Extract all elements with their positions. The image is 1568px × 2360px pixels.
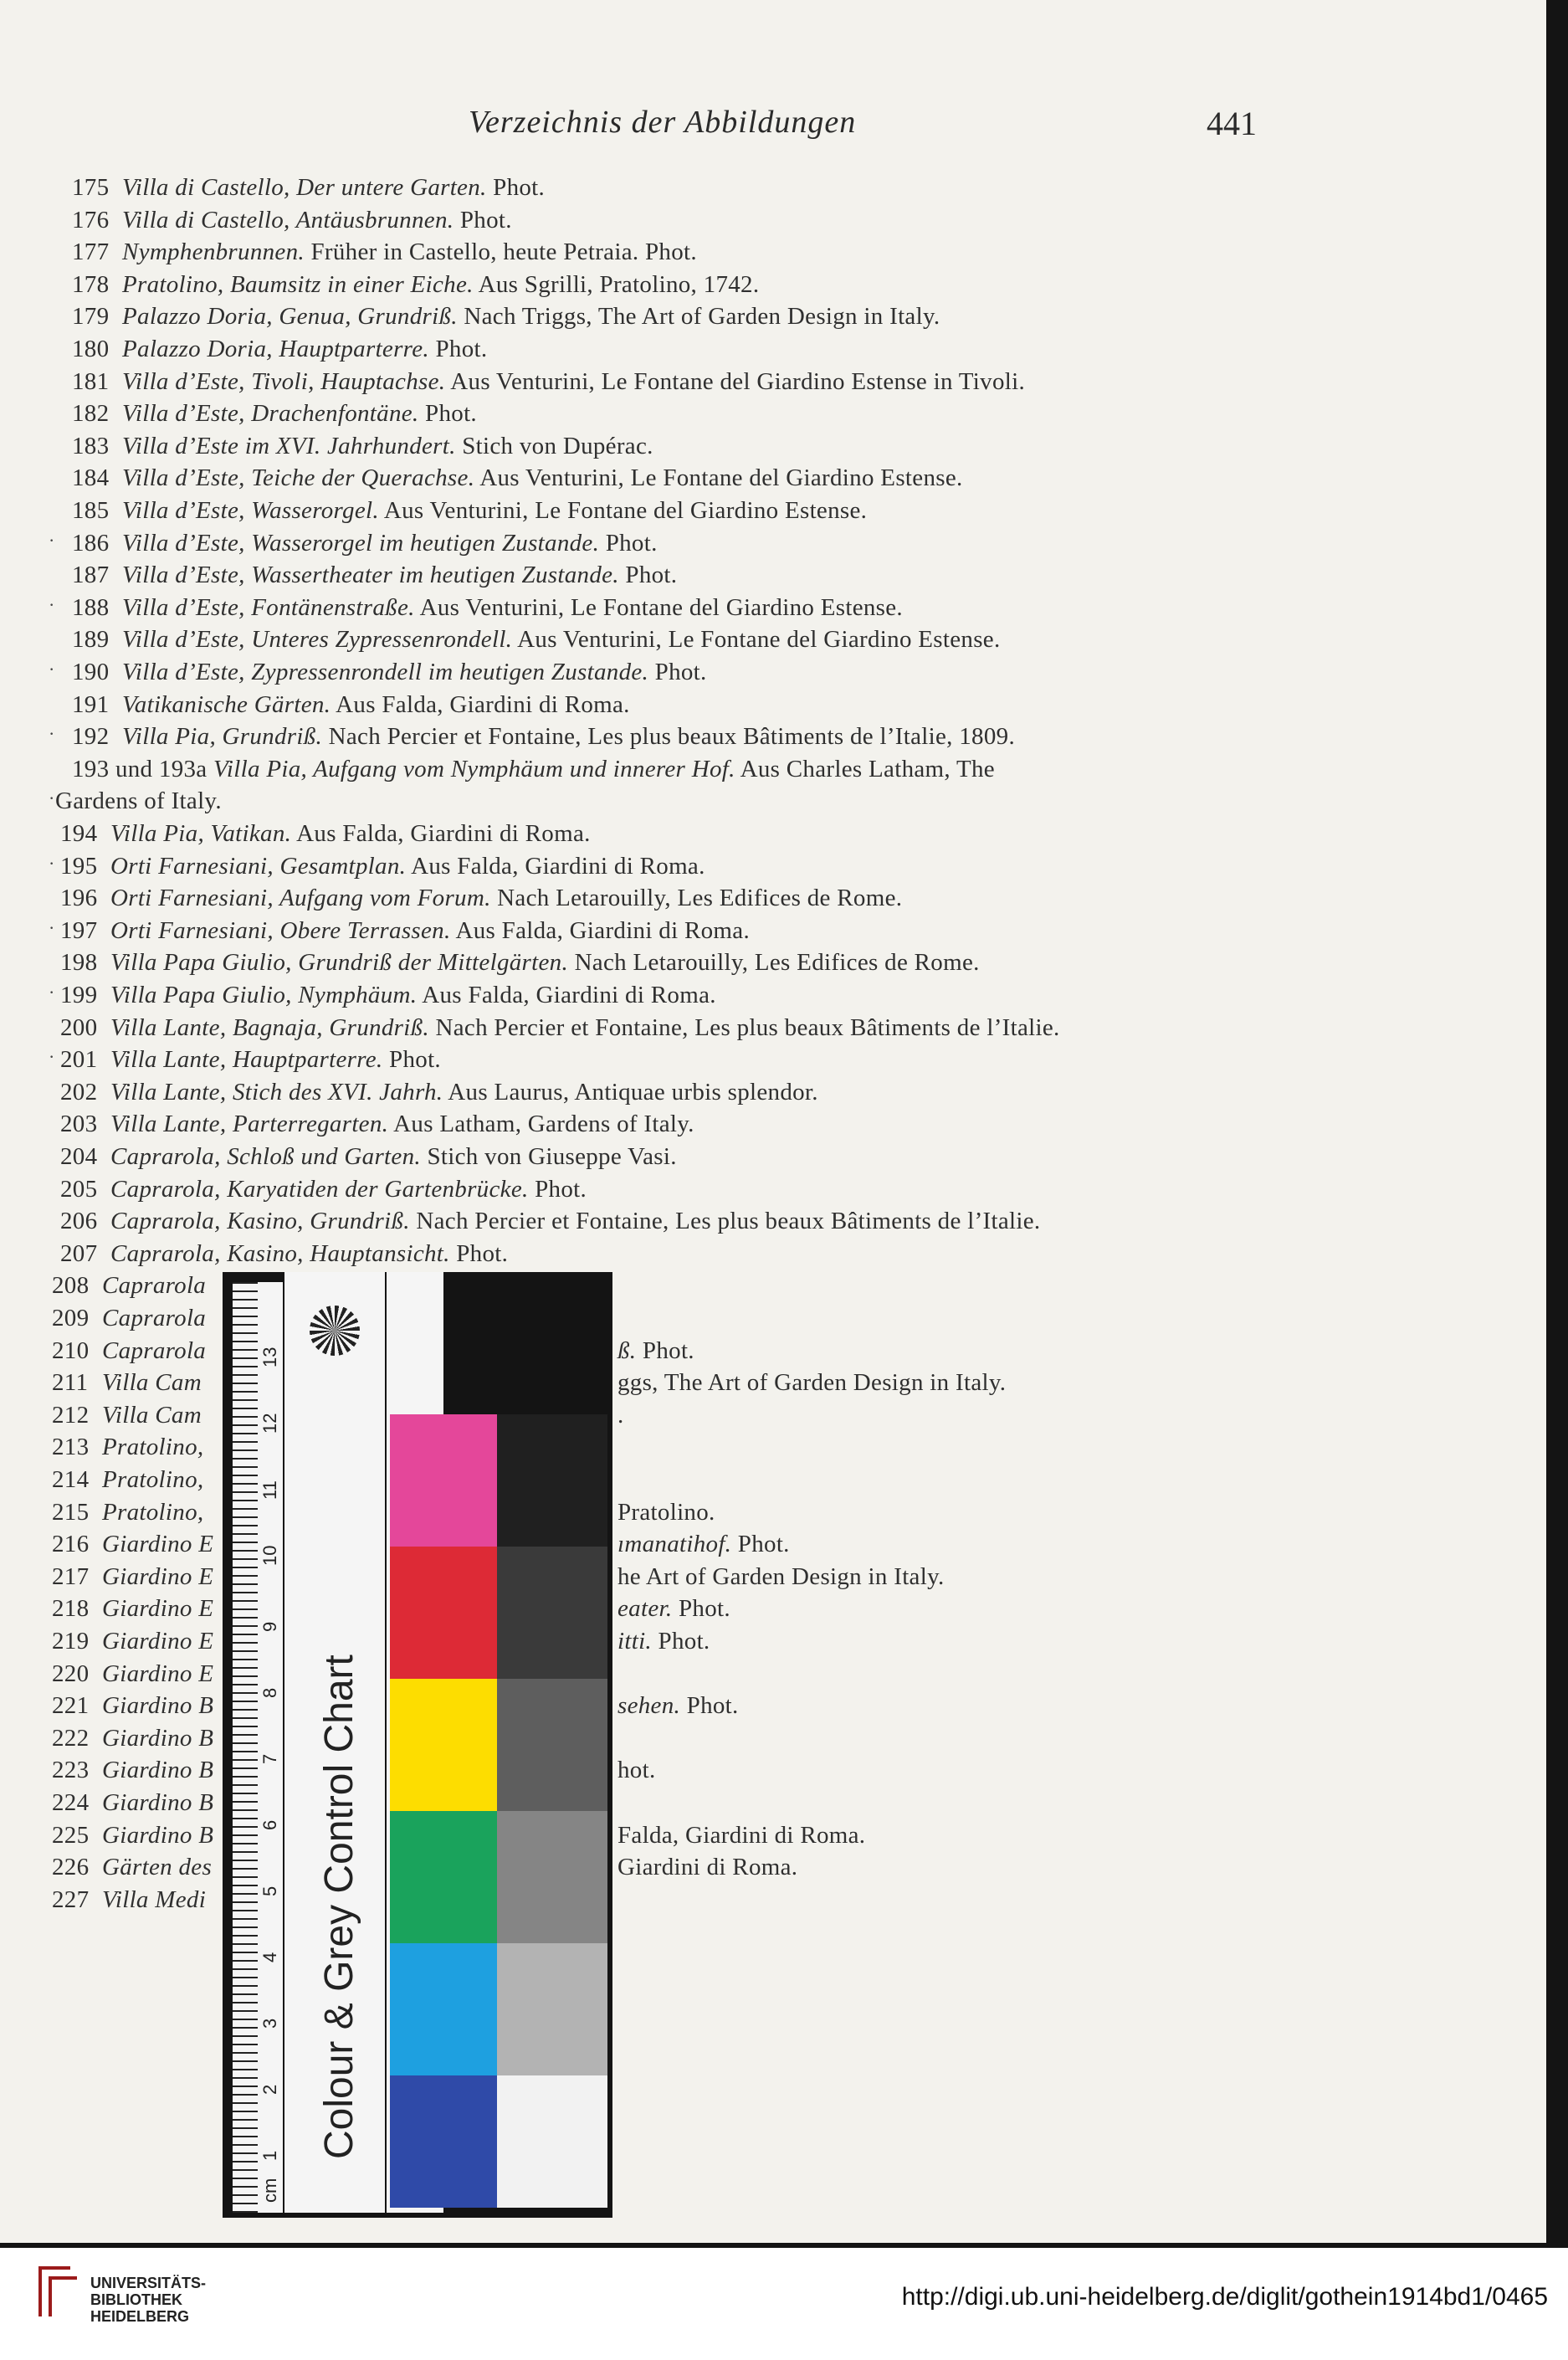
figure-number: 195 — [60, 853, 98, 880]
figure-number: 181 — [72, 368, 110, 395]
figure-title: Giardino B — [102, 1692, 214, 1719]
fragment-text — [617, 1402, 624, 1429]
fragment-source: Phot. — [636, 1337, 694, 1364]
figure-title: Caprarola — [102, 1305, 207, 1331]
figure-number: 190 — [72, 659, 110, 685]
figure-title: Orti Farnesiani, Obere Terrassen. — [110, 917, 451, 944]
figure-entry — [60, 820, 591, 848]
figure-number: 192 — [72, 723, 110, 750]
figure-source: Aus Laurus, Antiquae urbis splendor. — [443, 1079, 818, 1106]
figure-number: 204 — [60, 1143, 98, 1170]
figure-entry — [72, 368, 1025, 396]
figure-entry — [60, 853, 705, 880]
figure-title: Villa d’Este, Wasserorgel. — [122, 497, 379, 524]
figure-title: Caprarola, Karyatiden der Gartenbrücke. — [110, 1176, 529, 1203]
figure-title: Giardino E — [102, 1628, 214, 1655]
margin-mark: · — [49, 788, 55, 808]
figure-entry — [52, 1499, 203, 1526]
figure-number: 210 — [52, 1337, 90, 1364]
figure-number: 221 — [52, 1692, 90, 1719]
figure-source: Aus Venturini, Le Fontane del Giardino Estense in Tivoli. — [445, 368, 1026, 395]
figure-number: 224 — [52, 1789, 90, 1816]
ruler-unit: cm — [259, 2178, 280, 2203]
figure-entry — [52, 1692, 213, 1720]
figure-entry — [60, 1014, 1060, 1042]
fragment-title: itti. — [617, 1628, 652, 1655]
figure-source: Nach Triggs, The Art of Garden Design in Italy. — [457, 303, 940, 330]
figure-number: 223 — [52, 1757, 90, 1783]
figure-number: 186 — [72, 530, 110, 557]
figure-entry — [72, 400, 477, 428]
figure-entry — [72, 303, 940, 331]
figure-entry — [60, 1111, 694, 1138]
figure-source: Aus Sgrilli, Pratolino, 1742. — [473, 271, 760, 298]
figure-number: 191 — [72, 691, 110, 718]
figure-source: Nach Letarouilly, Les Edifices de Rome. — [568, 949, 980, 976]
figure-title: Orti Farnesiani, Aufgang vom Forum. — [110, 885, 491, 911]
figure-source: Phot. — [618, 562, 678, 588]
figure-source: Aus Venturini, Le Fontane del Giardino Estense. — [378, 497, 868, 524]
figure-title: Villa di Castello, Antäusbrunnen. — [122, 207, 454, 233]
fragment-source: hot. — [617, 1757, 656, 1783]
fragment-source: Pratolino. — [617, 1499, 715, 1526]
figure-title: Caprarola, Schloß und Garten. — [110, 1143, 421, 1170]
ruler-number: 8 — [259, 1687, 280, 1698]
figure-entry — [52, 1434, 203, 1461]
figure-entry — [60, 917, 750, 945]
figure-title: Villa d’Este im XVI. Jahrhundert. — [122, 433, 456, 459]
fragment-source: Falda, Giardini di Roma. — [617, 1822, 866, 1849]
figure-source: Aus Venturini, Le Fontane del Giardino Estense. — [512, 626, 1001, 653]
figure-number: 222 — [52, 1725, 90, 1752]
figure-entry — [60, 1176, 587, 1203]
ruler-number: 10 — [259, 1545, 280, 1566]
grey-swatch — [497, 2075, 607, 2208]
figure-source: Früher in Castello, heute Petraia. Phot. — [304, 239, 697, 265]
figure-title: Villa d’Este, Fontänenstraße. — [122, 594, 415, 621]
figure-number: 201 — [60, 1046, 98, 1073]
figure-source: Phot. — [486, 174, 546, 201]
figure-number: 175 — [72, 174, 110, 201]
figure-title: Caprarola, Kasino, Grundriß. — [110, 1208, 410, 1234]
figure-title: Villa d’Este, Wasserorgel im heutigen Zustande. — [122, 530, 600, 557]
margin-mark: · — [49, 917, 55, 938]
figure-entry — [72, 174, 545, 202]
colour-grey-control-chart — [223, 1272, 612, 2218]
figure-entry — [52, 1628, 213, 1655]
ruler-number: 5 — [259, 1885, 280, 1896]
figure-number: 217 — [52, 1563, 90, 1590]
ruler-number: 3 — [259, 2018, 280, 2029]
figure-number: 200 — [60, 1014, 98, 1041]
figure-entry — [60, 1143, 677, 1171]
figure-source: Aus Falda, Giardini di Roma. — [450, 917, 750, 944]
figure-source: Phot. — [453, 207, 512, 233]
figure-entry — [72, 433, 653, 460]
figure-number: 205 — [60, 1176, 98, 1203]
figure-title: Villa Papa Giulio, Nymphäum. — [110, 982, 418, 1008]
figure-entry — [52, 1660, 213, 1688]
fragment-source: . — [617, 1402, 624, 1429]
figure-title: Villa Lante, Parterregarten. — [110, 1111, 389, 1137]
figure-number: 197 — [60, 917, 98, 944]
figure-entry — [52, 1369, 202, 1397]
figure-source: Aus Falda, Giardini di Roma. — [417, 982, 716, 1008]
figure-entry — [72, 756, 995, 783]
figure-entry — [72, 271, 759, 299]
ruler-number: 7 — [259, 1753, 280, 1764]
figure-entry — [72, 594, 903, 622]
figure-number: 211 — [52, 1369, 89, 1396]
colour-swatch — [390, 1547, 500, 1679]
figure-entry — [60, 1079, 818, 1106]
figure-title: Giardino E — [102, 1563, 214, 1590]
figure-title: Villa d’Este, Drachenfontäne. — [122, 400, 419, 427]
figure-number: 214 — [52, 1466, 90, 1493]
grey-swatch — [497, 1943, 607, 2075]
figure-entry — [52, 1272, 206, 1300]
figure-title: Villa Lante, Bagnaja, Grundriß. — [110, 1014, 429, 1041]
figure-title: Nymphenbrunnen. — [122, 239, 305, 265]
colour-swatch — [390, 1679, 500, 1811]
cm-ruler — [233, 1282, 283, 2213]
colour-swatch — [390, 1414, 500, 1547]
figure-title: Villa Cam — [102, 1402, 202, 1429]
figure-title: Villa Pia, Vatikan. — [110, 820, 292, 847]
figure-number: 176 — [72, 207, 110, 233]
figure-entry — [52, 1466, 203, 1494]
figure-number: 215 — [52, 1499, 90, 1526]
grey-swatch — [497, 1679, 607, 1811]
figure-title: Pratolino, — [102, 1499, 204, 1526]
grey-swatch — [497, 1414, 607, 1547]
figure-number: 209 — [52, 1305, 90, 1331]
figure-number: 208 — [52, 1272, 90, 1299]
fragment-source: Phot. — [680, 1692, 739, 1719]
fragment-text — [617, 1531, 790, 1558]
starburst-icon — [310, 1306, 360, 1356]
figure-entry — [60, 1046, 441, 1074]
figure-title: Giardino E — [102, 1531, 214, 1557]
fragment-text — [617, 1757, 656, 1784]
chart-title-strip — [284, 1272, 385, 2213]
ruler-number: 2 — [259, 2084, 280, 2095]
figure-entry — [60, 1208, 1040, 1235]
figure-title: Caprarola, Kasino, Hauptansicht. — [110, 1240, 450, 1267]
figure-title: Caprarola — [102, 1337, 207, 1364]
page-header: Verzeichnis der Abbildungen — [469, 105, 857, 140]
figure-source: Phot. — [382, 1046, 441, 1073]
ruler-ticks — [233, 1282, 258, 2213]
source-url[interactable]: http://digi.ub.uni-heidelberg.de/diglit/gothein1914bd1/0465 — [901, 2283, 1548, 2311]
figure-title: Villa Pia, Grundriß. — [122, 723, 323, 750]
figure-number: 184 — [72, 464, 110, 491]
figure-entry — [52, 1531, 213, 1558]
margin-mark: · — [49, 659, 55, 680]
page-number: 441 — [1207, 105, 1257, 142]
fragment-text — [617, 1822, 865, 1850]
library-name-line: UNIVERSITÄTS- — [90, 2275, 207, 2291]
figure-number: 212 — [52, 1402, 90, 1429]
figure-title: Villa d’Este, Unteres Zypressenrondell. — [122, 626, 513, 653]
fragment-text — [617, 1563, 945, 1591]
figure-title: Villa d’Este, Tivoli, Hauptachse. — [122, 368, 446, 395]
ruler-number: 4 — [259, 1952, 280, 1962]
ruler-number: 6 — [259, 1819, 280, 1830]
fragment-source: ggs, The Art of Garden Design in Italy. — [617, 1369, 1007, 1396]
figure-number: 178 — [72, 271, 110, 298]
figure-title: Gärten des — [102, 1854, 213, 1880]
figure-title: Villa Medi — [102, 1886, 207, 1913]
figure-entry — [52, 1822, 213, 1850]
figure-number: 185 — [72, 497, 110, 524]
figure-entry — [52, 1595, 213, 1623]
figure-title: Villa Papa Giulio, Grundriß der Mittelgärten. — [110, 949, 569, 976]
figure-title: Villa di Castello, Der untere Garten. — [122, 174, 487, 201]
figure-number: 227 — [52, 1886, 90, 1913]
figure-entry — [52, 1886, 206, 1914]
fragment-text — [617, 1337, 694, 1365]
figure-source: Gardens of Italy. — [55, 788, 222, 814]
fragment-text — [617, 1692, 739, 1720]
figure-entry — [60, 1240, 508, 1268]
figure-entry — [72, 562, 677, 589]
figure-title: Caprarola — [102, 1272, 207, 1299]
figure-title: Giardino B — [102, 1822, 214, 1849]
figure-source: Aus Latham, Gardens of Italy. — [388, 1111, 694, 1137]
figure-number: 179 — [72, 303, 110, 330]
figure-number: 226 — [52, 1854, 90, 1880]
figure-title: Pratolino, — [102, 1434, 204, 1460]
figure-entry — [72, 659, 707, 686]
figure-number: 206 — [60, 1208, 98, 1234]
colour-swatch — [390, 2075, 500, 2208]
figure-title: Villa d’Este, Zypressenrondell im heutigen Zustande. — [122, 659, 649, 685]
figure-entry — [72, 207, 512, 234]
ruler-number: 13 — [259, 1347, 280, 1367]
fragment-source: Phot. — [651, 1628, 710, 1655]
figure-title: Palazzo Doria, Hauptparterre. — [122, 336, 429, 362]
figure-entry — [55, 788, 222, 815]
figure-number: 187 — [72, 562, 110, 588]
figure-entry — [52, 1789, 213, 1817]
figure-title: Villa Lante, Stich des XVI. Jahrh. — [110, 1079, 443, 1106]
library-name-line: BIBLIOTHEK — [90, 2291, 182, 2308]
figure-number: 199 — [60, 982, 98, 1008]
figure-number: 220 — [52, 1660, 90, 1687]
library-name — [90, 2275, 206, 2325]
margin-mark: · — [49, 530, 55, 551]
figure-source: Aus Venturini, Le Fontane del Giardino Estense. — [414, 594, 903, 621]
margin-mark: · — [49, 1046, 55, 1067]
ruler-number: 12 — [259, 1413, 280, 1434]
colour-swatch — [390, 1943, 500, 2075]
figure-entry — [72, 497, 867, 525]
ruler-number: 9 — [259, 1621, 280, 1632]
figure-number: 216 — [52, 1531, 90, 1557]
figure-title: Pratolino, — [102, 1466, 204, 1493]
figure-source: Phot. — [528, 1176, 587, 1203]
figure-source: Nach Percier et Fontaine, Les plus beaux Bâtiments de l’Italie. — [428, 1014, 1060, 1041]
fragment-source: he Art of Garden Design in Italy. — [617, 1563, 945, 1590]
figure-source: Aus Falda, Giardini di Roma. — [331, 691, 630, 718]
margin-mark: · — [49, 594, 55, 615]
figure-source: Nach Percier et Fontaine, Les plus beaux Bâtiments de l’Italie. — [409, 1208, 1041, 1234]
figure-title: Giardino E — [102, 1595, 214, 1622]
figure-source: Aus Falda, Giardini di Roma. — [291, 820, 591, 847]
figure-source: Nach Letarouilly, Les Edifices de Rome. — [490, 885, 903, 911]
figure-number: 194 — [60, 820, 98, 847]
figure-title: Giardino E — [102, 1660, 214, 1687]
figure-source: Phot. — [449, 1240, 509, 1267]
figure-title: Orti Farnesiani, Gesamtplan. — [110, 853, 407, 880]
library-name-line: HEIDELBERG — [90, 2308, 190, 2325]
figure-source: Stich von Giuseppe Vasi. — [420, 1143, 677, 1170]
figure-entry — [72, 691, 630, 719]
fragment-text — [617, 1369, 1006, 1397]
figure-entry — [72, 336, 487, 363]
figure-title: Villa d’Este, Wassertheater im heutigen Zustande. — [122, 562, 619, 588]
figure-entry — [52, 1725, 213, 1752]
figure-entry — [52, 1757, 213, 1784]
figure-number: 189 — [72, 626, 110, 653]
fragment-text — [617, 1499, 715, 1526]
figure-entry — [52, 1402, 202, 1429]
figure-title: Giardino B — [102, 1725, 214, 1752]
figure-entry — [52, 1854, 212, 1881]
figure-number: 188 — [72, 594, 110, 621]
figure-number: 183 — [72, 433, 110, 459]
figure-source: Phot. — [428, 336, 488, 362]
figure-entry — [52, 1337, 206, 1365]
figure-entry — [72, 626, 1001, 654]
figure-entry — [72, 723, 1015, 751]
figure-title: Palazzo Doria, Genua, Grundriß. — [122, 303, 458, 330]
figure-number: 202 — [60, 1079, 98, 1106]
figure-source: Aus Venturini, Le Fontane del Giardino Estense. — [474, 464, 963, 491]
fragment-text — [617, 1854, 797, 1881]
margin-mark: · — [49, 853, 55, 874]
figure-entry — [72, 239, 697, 266]
figure-entry — [60, 885, 902, 912]
figure-source: Stich von Dupérac. — [455, 433, 653, 459]
figure-number: 207 — [60, 1240, 98, 1267]
figure-number: 213 — [52, 1434, 90, 1460]
fragment-source: Giardini di Roma. — [617, 1854, 798, 1880]
fragment-source: Phot. — [731, 1531, 790, 1557]
figure-source: Phot. — [599, 530, 658, 557]
figure-title: Villa d’Este, Teiche der Querachse. — [122, 464, 475, 491]
library-logo-icon — [33, 2260, 84, 2322]
figure-number: 180 — [72, 336, 110, 362]
fragment-title: sehen. — [617, 1692, 681, 1719]
chart-title: Colour & Grey Control Chart — [317, 1655, 361, 2159]
figure-entry — [52, 1305, 206, 1332]
figure-number: 193 und 193a — [72, 756, 208, 782]
figure-number: 219 — [52, 1628, 90, 1655]
fragment-title: ımanatihof. — [617, 1531, 732, 1557]
fragment-text — [617, 1595, 730, 1623]
figure-entry — [60, 949, 980, 977]
figure-entry — [60, 982, 716, 1009]
grey-swatch — [497, 1811, 607, 1943]
figure-number: 218 — [52, 1595, 90, 1622]
figure-number: 203 — [60, 1111, 98, 1137]
figure-entry — [72, 530, 658, 557]
figure-title: Villa Pia, Aufgang vom Nymphäum und innerer Hof. — [207, 756, 735, 782]
figure-source: Aus Charles Latham, The — [735, 756, 995, 782]
figure-source: Phot. — [418, 400, 477, 427]
figure-source: Phot. — [648, 659, 707, 685]
figure-title: Villa Lante, Hauptparterre. — [110, 1046, 383, 1073]
figure-title: Vatikanische Gärten. — [122, 691, 331, 718]
colour-swatch — [390, 1811, 500, 1943]
figure-title: Giardino B — [102, 1757, 214, 1783]
fragment-title: ß. — [617, 1337, 637, 1364]
margin-mark: · — [49, 982, 55, 1003]
figure-number: 182 — [72, 400, 110, 427]
figure-title: Giardino B — [102, 1789, 214, 1816]
ruler-number: 1 — [259, 2150, 280, 2161]
figure-number: 198 — [60, 949, 98, 976]
figure-entry — [52, 1563, 213, 1591]
figure-number: 225 — [52, 1822, 90, 1849]
figure-number: 196 — [60, 885, 98, 911]
fragment-title: eater. — [617, 1595, 673, 1622]
figure-source: Nach Percier et Fontaine, Les plus beaux Bâtiments de l’Italie, 1809. — [322, 723, 1016, 750]
figure-number: 177 — [72, 239, 110, 265]
figure-entry — [72, 464, 963, 492]
ruler-number: 11 — [259, 1480, 280, 1500]
figure-title: Villa Cam — [102, 1369, 202, 1396]
grey-swatch — [497, 1547, 607, 1679]
figure-title: Pratolino, Baumsitz in einer Eiche. — [122, 271, 474, 298]
fragment-source: Phot. — [672, 1595, 730, 1622]
margin-mark: · — [49, 723, 55, 744]
fragment-text — [617, 1628, 710, 1655]
figure-source: Aus Falda, Giardini di Roma. — [406, 853, 705, 880]
